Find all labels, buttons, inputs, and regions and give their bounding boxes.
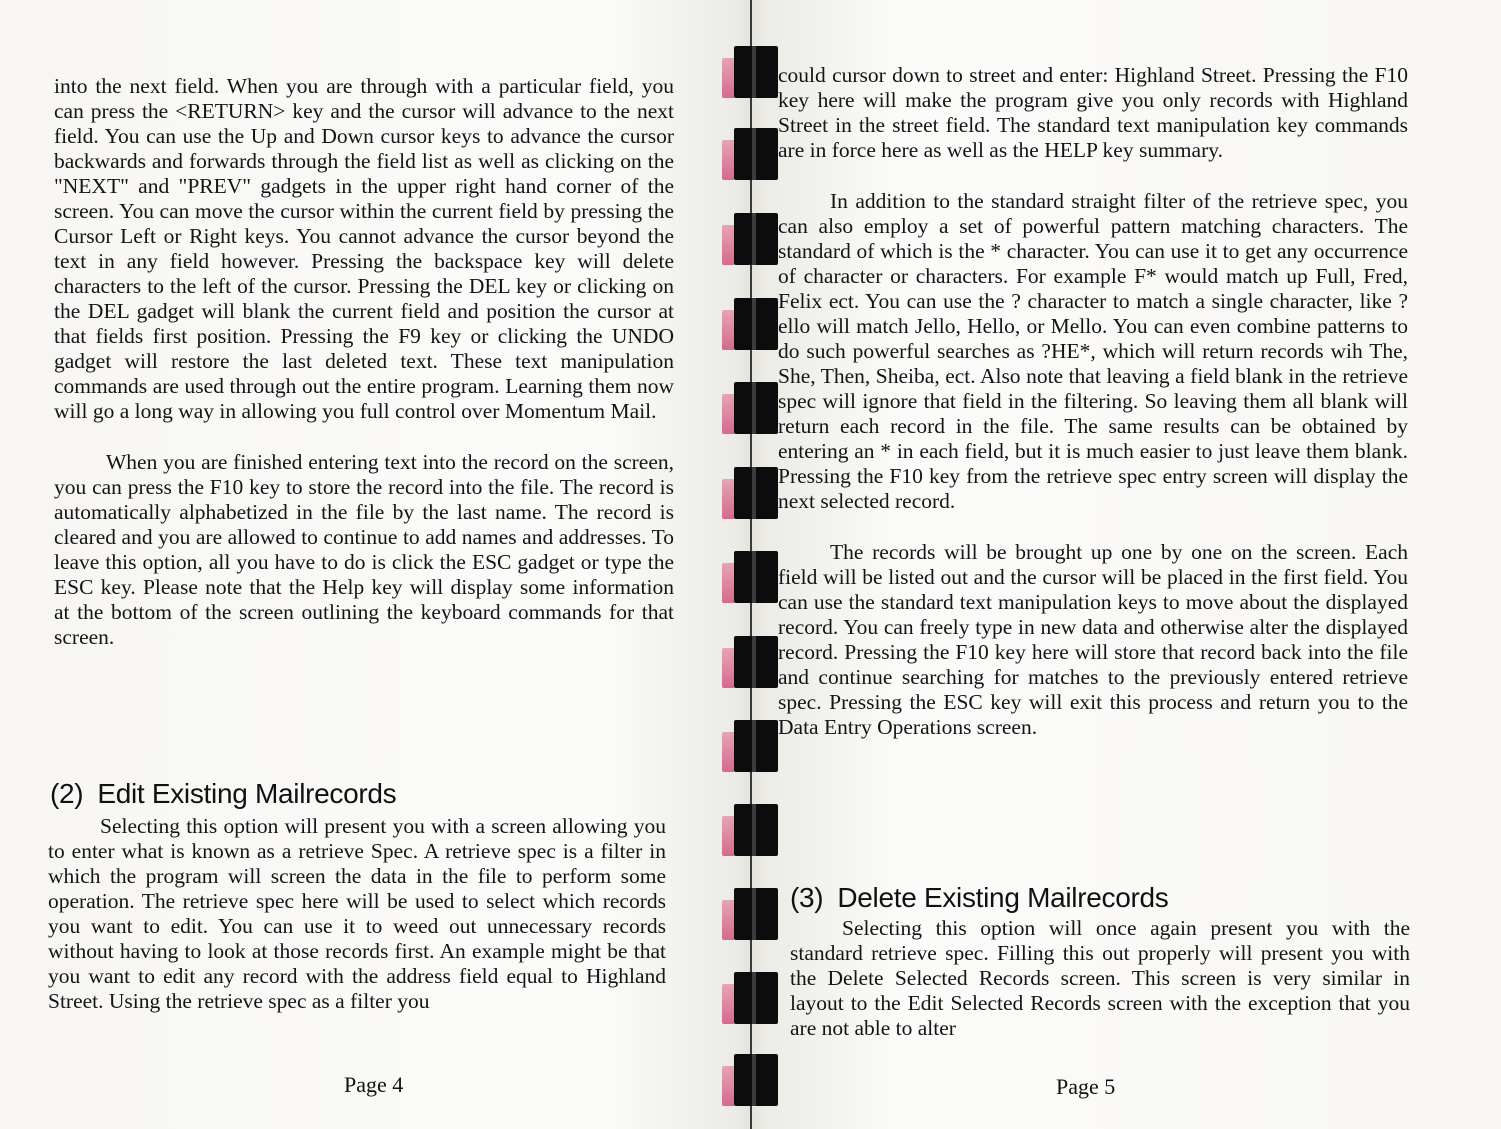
section-title: Delete Existing Mailrecords xyxy=(837,882,1169,913)
right-page-upper-text xyxy=(778,63,1408,740)
left-paragraph-2: When you are finished entering text into the record on the screen, you can press the F10 key to store the record into the file. The record is automatically alphabetized in the file by the last name. The record is cleared and you are allowed to continue to add names and addresses. To leave this option, all you have to do is click the ESC gadget or type the ESC key. Please note that the Help key will display some information at the bottom of the screen outlining the keyboard commands for that screen. xyxy=(54,450,674,649)
section-title: Edit Existing Mailrecords xyxy=(97,778,397,809)
left-page xyxy=(0,0,750,1129)
left-paragraph-1: into the next field. When you are through with a particular field, you can press the <RETURN> key and the cursor will advance to the next field. You can use the Up and Down cursor keys to advance the cursor backwards and forwards through the field list as well as clicking on the "NEXT" and "PREV" gadgets in the upper right hand corner of the screen. You can move the cursor within the current field by pressing the Cursor Left or Right keys. You cannot advance the cursor beyond the text in any field however. Pressing the backspace key will delete characters to the left of the cursor. Pressing the DEL key or clicking on the DEL gadget will blank the current field and position the cursor at that fields first position. Pressing the F9 key or clicking the UNDO gadget will restore the last deleted text. These text manipulation commands are used through out the entire program. Learning them now will go a long way in allowing you full control over Momentum Mail. xyxy=(54,74,674,423)
right-page-lower-text xyxy=(790,916,1410,1041)
left-page-lower-text xyxy=(48,814,666,1014)
right-paragraph-2: In addition to the standard straight filter of the retrieve spec, you can also employ a set of powerful pattern matching characters. The standard of which is the * character. You can use it to get any occurrence of character or characters. For example F* would match up Full, Fred, Felix ect. You can use the ? character to match a single character, like ?ello will match Jello, Hello, or Mello. You can even combine patterns to do such powerful searches as ?HE*, which will return records wih The, She, Then, Sheiba, ect. Also note that leaving a field blank in the retrieve spec will ignore that field in the filtering. So leaving them all blank will return each record in the file. The same results can be obtained by entering an * in each field, but it is much easier to just leave them blank. Pressing the F10 key from the retrieve spec entry screen will display the next selected record. xyxy=(778,189,1408,513)
right-paragraph-4: Selecting this option will once again present you with the standard retrieve spec. Filling this out properly will present you with the Delete Selected Records screen. This screen is very similar in layout to the Edit Selected Records screen with the exception that you are not able to alter xyxy=(790,916,1410,1040)
page-number-right: Page 5 xyxy=(1056,1074,1116,1099)
right-page xyxy=(752,0,1501,1129)
right-paragraph-1: could cursor down to street and enter: Highland Street. Pressing the F10 key here will make the program give you only records with Highland Street in the street field. The standard text manipulation key commands are in force here as well as the HELP key summary. xyxy=(778,63,1408,162)
section-number: (3) xyxy=(790,882,824,913)
section-heading-delete xyxy=(790,882,1168,914)
right-paragraph-3: The records will be brought up one by one on the screen. Each field will be listed out and the cursor will be placed in the first field. You can use the standard text manipulation keys to move about the displayed record. You can freely type in new data and otherwise alter the displayed record. Pressing the F10 key here will store that record back into the file and continue searching for matches to the previously entered retrieve spec. Pressing the ESC key will exit this process and return you to the Data Entry Operations screen. xyxy=(778,540,1408,739)
left-page-upper-text xyxy=(54,74,674,650)
section-heading-edit xyxy=(50,778,396,810)
left-paragraph-3: Selecting this option will present you with a screen allowing you to enter what is known as a retrieve Spec. A retrieve spec is a filter in which the program will screen the data in the file to perform some operation. The retrieve spec here will be used to select which records you want to edit. You can use it to weed out unnecessary records without having to look at those records first. An example might be that you want to edit any record with the address field equal to Highland Street. Using the retrieve spec as a filter you xyxy=(48,814,666,1013)
section-number: (2) xyxy=(50,778,84,809)
page-number-left: Page 4 xyxy=(344,1072,404,1097)
